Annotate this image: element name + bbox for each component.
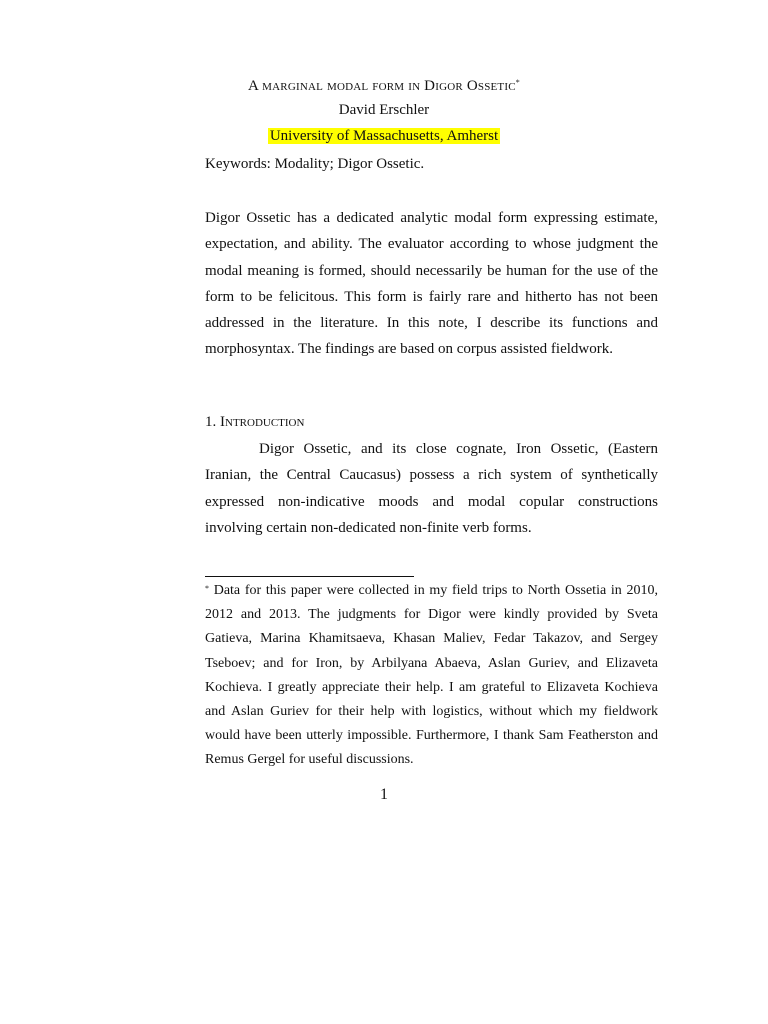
footnote-mark: * xyxy=(205,584,209,593)
keywords-line: Keywords: Modality; Digor Ossetic. xyxy=(205,156,425,172)
paper-title xyxy=(0,76,768,96)
introduction-paragraph: Digor Ossetic, and its close cognate, Iron Ossetic, (Eastern Iranian, the Central Caucasus) possess a rich system of synthetically expressed non-indicative moods and modal copular constructions involving certain non-dedicated non-finite verb forms. xyxy=(205,441,658,536)
section-heading-introduction: 1. Introduction xyxy=(205,414,305,430)
footnote xyxy=(205,579,658,773)
footnote-text: Data for this paper were collected in my field trips to North Ossetia in 2010, 2012 and 2013. The judgments for Digor were kindly provided by Sveta Gatieva, Marina Khamitsaeva, Khasan Maliev, Fedar Takazov, and Sergey Tseboev; and for Iron, by Arbilyana Abaeva, Aslan Guriev, and Elizaveta Kochieva. I greatly appreciate their help. I am grateful to Elizaveta Kochieva and Aslan Guriev for their help with logistics, without which my fieldwork would have been utterly impossible. Furthermore, I thank Sam Featherston and Remus Gergel for useful discussions. xyxy=(205,583,658,768)
paper-title-text: A marginal modal form in Digor Ossetic xyxy=(248,78,516,94)
abstract-paragraph: Digor Ossetic has a dedicated analytic modal form expressing estimate, expectation, and ability. The evaluator according to whose judgment the modal meaning is formed, should necessarily be human for the use of the form to be felicitous. This form is fairly rare and hitherto has not been addressed in the literature. In this note, I describe its functions and morphosyntax. The findings are based on corpus assisted fieldwork. xyxy=(205,210,658,358)
page-number: 1 xyxy=(380,786,388,803)
affiliation-highlighted: University of Massachusetts, Amherst xyxy=(269,128,499,144)
footnote-separator-rule xyxy=(205,576,414,577)
title-footnote-mark: * xyxy=(515,78,520,87)
author-name: David Erschler xyxy=(338,102,430,118)
affiliation-line xyxy=(0,126,768,146)
